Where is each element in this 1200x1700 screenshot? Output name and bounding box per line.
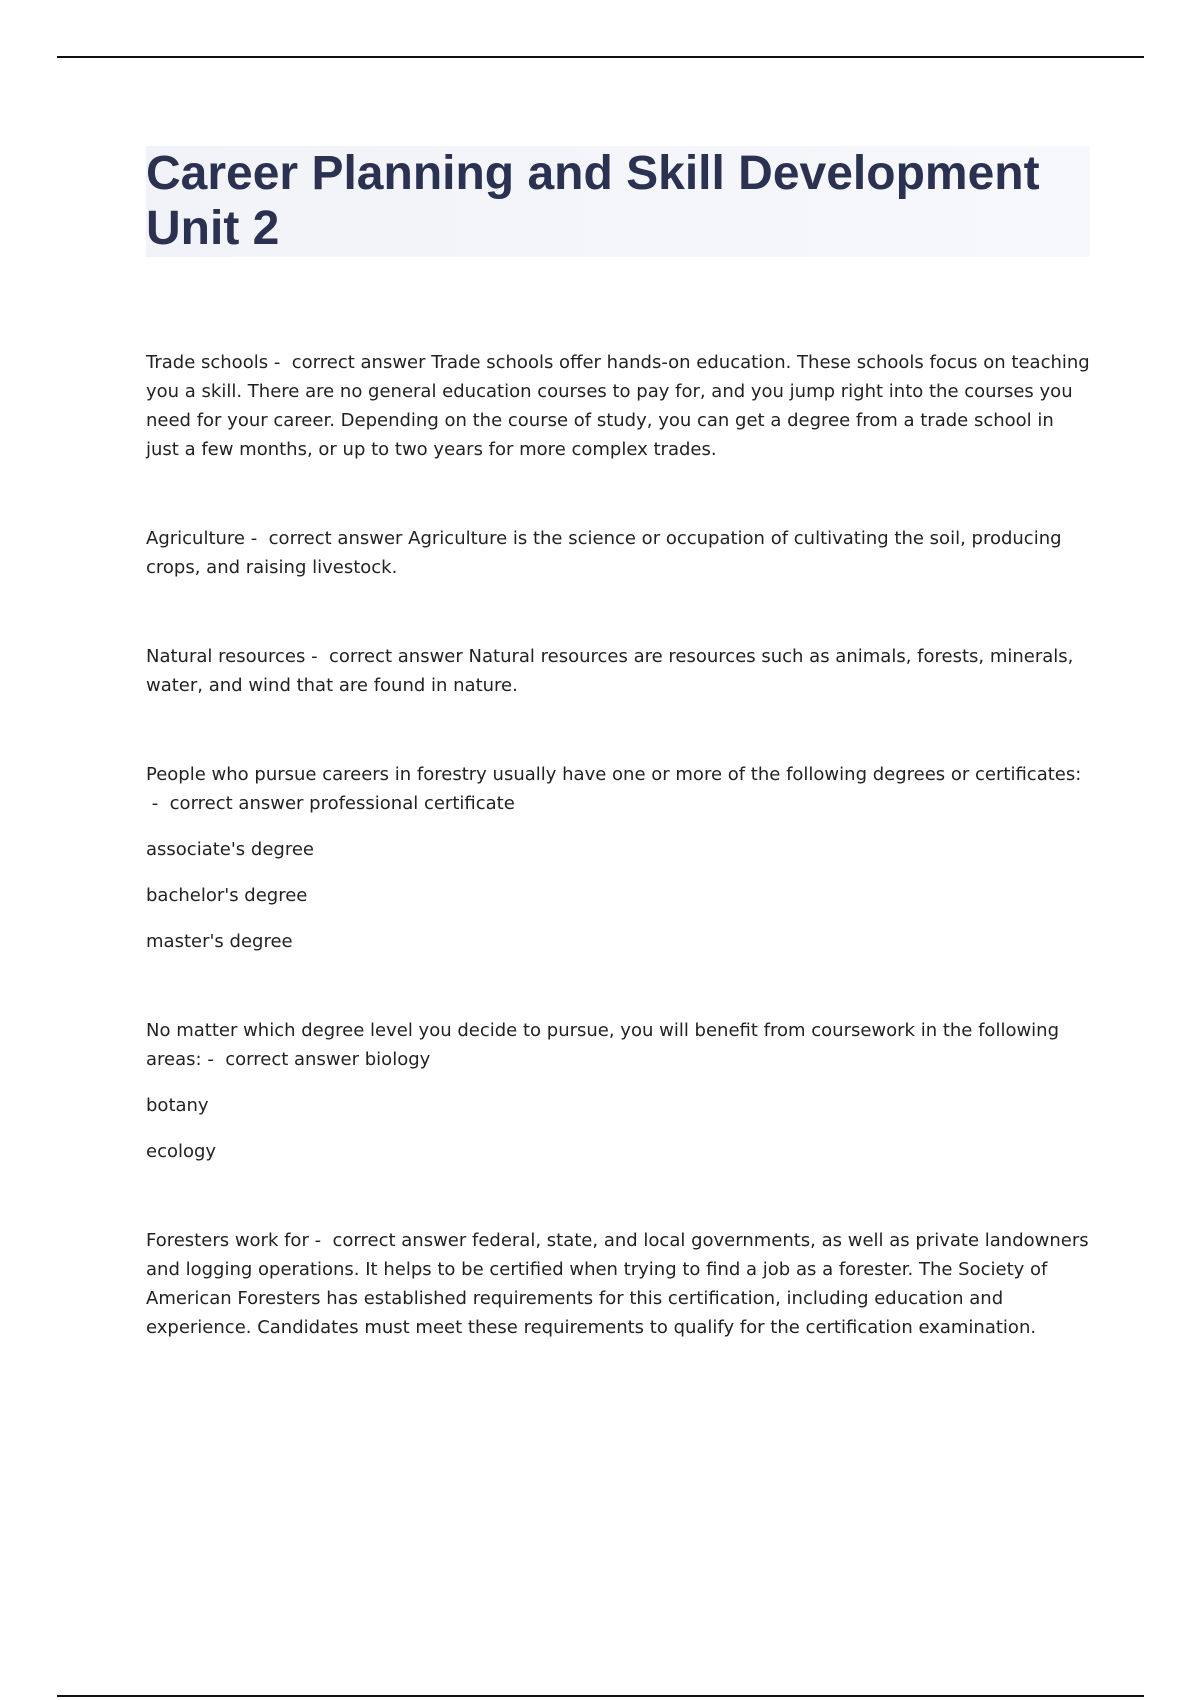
qa-entry-foresters [146, 1226, 1090, 1342]
qa-paragraph [146, 524, 1090, 582]
answer-separator: - correct answer [201, 1049, 365, 1070]
qa-entry-coursework [146, 1016, 1090, 1166]
footer-rule [57, 1695, 1144, 1697]
answer-extra-line: botany [146, 1095, 209, 1116]
answer-separator: - correct answer [308, 1230, 472, 1251]
question-text: Natural resources [146, 646, 306, 667]
answer-extra-line: master's degree [146, 931, 293, 952]
qa-entry-agriculture [146, 524, 1090, 582]
answer-text: Agriculture is the science or occupation of cultivating the soil, producing crops, and raising livestock. [146, 528, 1062, 578]
qa-paragraph [146, 1226, 1090, 1342]
answer-separator: - correct answer [245, 528, 409, 549]
answer-text: Natural resources are resources such as animals, forests, minerals, water, and wind that are found in nature. [146, 646, 1074, 696]
answer-extra-line: ecology [146, 1141, 217, 1162]
question-text: No matter which degree level you decide to pursue, you will benefit from coursework in the following areas: [146, 1020, 1060, 1070]
qa-paragraph [146, 348, 1090, 464]
answer-extra-line: associate's degree [146, 839, 314, 860]
answer-text: biology [364, 1049, 431, 1070]
qa-paragraph [146, 1016, 1090, 1074]
qa-entry-forestry-degrees [146, 760, 1090, 956]
qa-entry-trade-schools [146, 348, 1090, 464]
question-text: Agriculture [146, 528, 245, 549]
question-text: Foresters work for [146, 1230, 309, 1251]
question-text: Trade schools [146, 352, 269, 373]
answer-separator: - correct answer [268, 352, 432, 373]
qa-list [146, 348, 1090, 1402]
title-banner [146, 146, 1090, 257]
answer-text: Trade schools offer hands-on education. These schools focus on teaching you a skill. There are no general education courses to pay for, and you jump right into the courses you need for your career. Depending on the course of study, you can get a degree from a trade school in just a few months, or up to two years for more complex trades. [146, 352, 1090, 460]
header-rule [57, 56, 1144, 58]
answer-text: professional certificate [309, 793, 515, 814]
qa-entry-natural-resources [146, 642, 1090, 700]
qa-paragraph [146, 760, 1090, 818]
question-text: People who pursue careers in forestry usually have one or more of the following degrees or certificates: [146, 764, 1082, 785]
answer-extra-line: bachelor's degree [146, 885, 308, 906]
document-title: Career Planning and Skill Development Unit 2 [146, 147, 1040, 255]
answer-separator: - correct answer [305, 646, 469, 667]
answer-separator: - correct answer [146, 793, 310, 814]
answer-text: federal, state, and local governments, as well as private landowners and logging operations. It helps to be certified when trying to find a job as a forester. The Society of American Foresters has established requirements for this certification, including education and experience. Candidates must meet these requirements to qualify for the certification examination. [146, 1230, 1089, 1338]
qa-paragraph [146, 642, 1090, 700]
